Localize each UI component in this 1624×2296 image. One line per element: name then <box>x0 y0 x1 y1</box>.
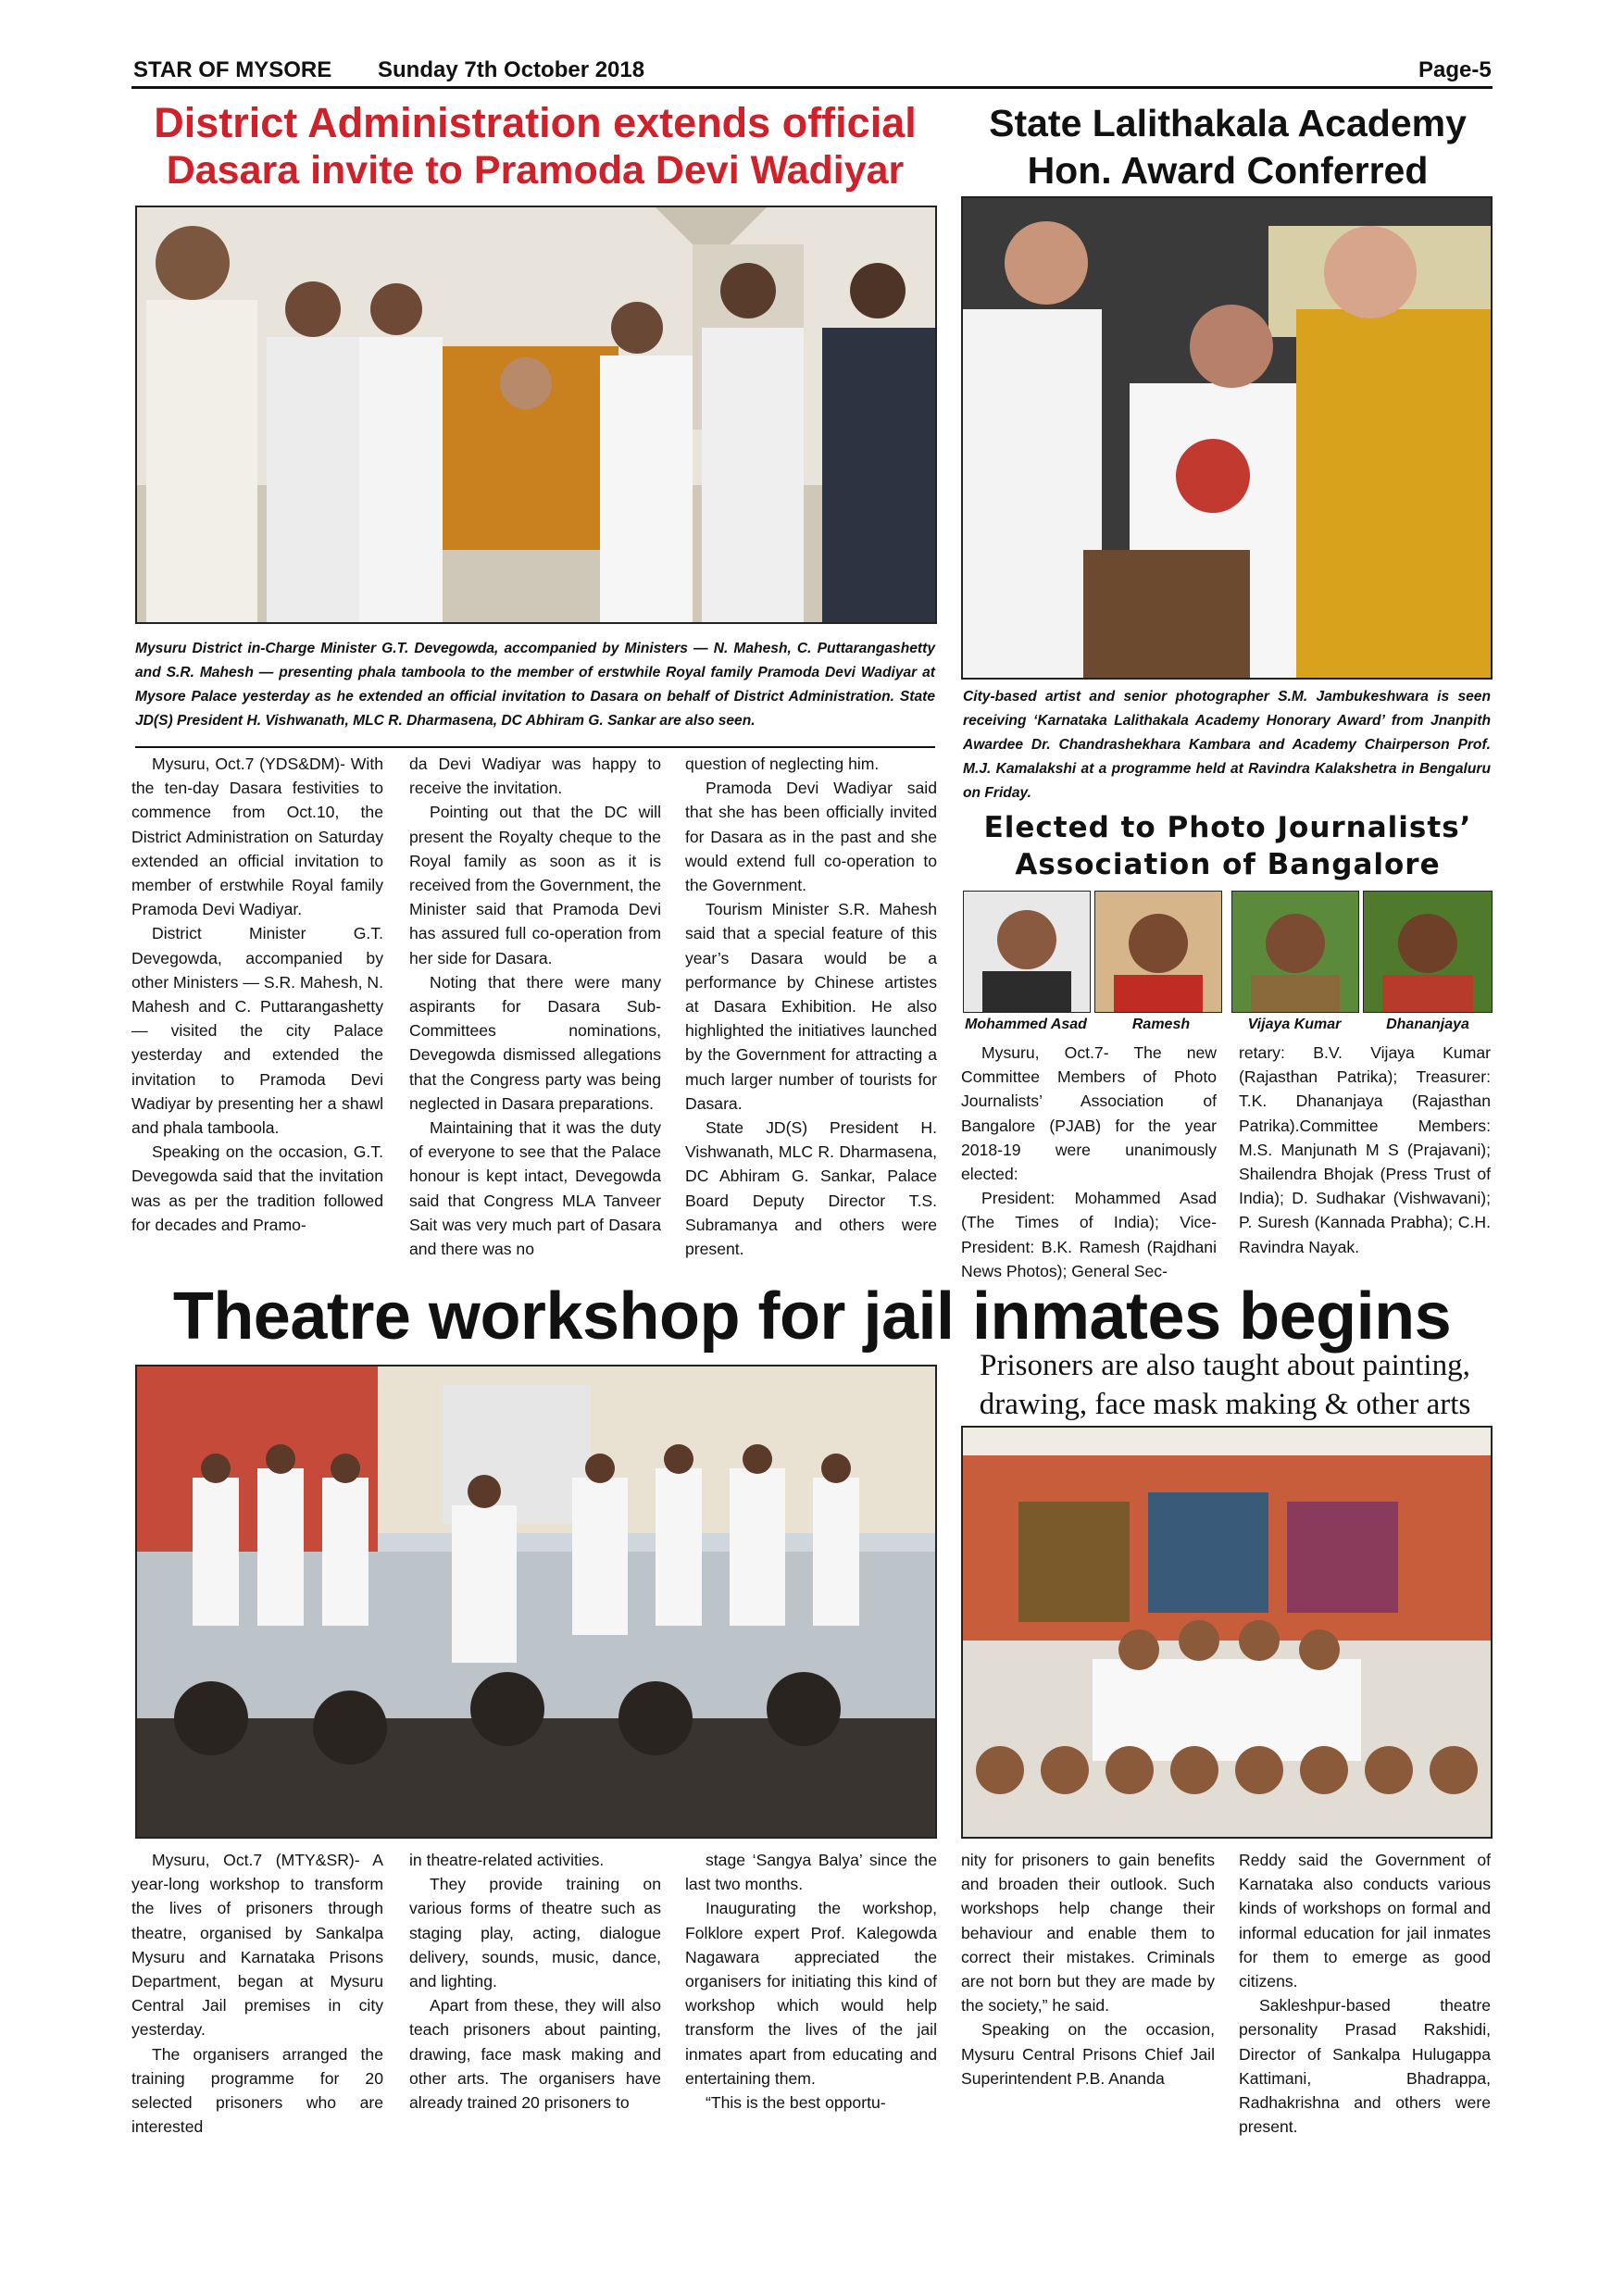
portrait-ramesh <box>1094 891 1222 1013</box>
story2-headline-line1: State Lalithakala Academy <box>989 102 1467 144</box>
story4-col2-para: Apart from these, they will also teach prisoners about painting, drawing, face mask making and other arts. The organisers have already trained 20 prisoners to <box>409 1996 661 2113</box>
story1-caption: Mysuru District in-Charge Minister G.T. Devegowda, accompanied by Ministers — N. Mahesh, C. Puttarangashetty and S.R. Mahesh — presenting phala tamboola to the member of erstwhile Royal family Pramoda Devi Wadiyar at Mysore Palace yesterday as he extended an official invitation to Dasara on behalf of District Administration. State JD(S) President H. Vishwanath, MLC R. Dharmasena, DC Abhiram G. Sankar are also seen. <box>135 641 935 729</box>
story3-column-2 <box>1239 1041 1491 1259</box>
story2-caption: City-based artist and senior photographer S.M. Jambukeshwara is seen receiving ‘Karnataka Lalithakala Academy Honorary Award’ from Jnanpith Awardee Dr. Chandrashekhara Kambara and Academy Chairperson Prof. M.J. Kamalakshi at a programme held at Ravindra Kalakshetra in Bengaluru on Friday. <box>963 689 1491 801</box>
story4-col3-para: “This is the best opportu- <box>706 2093 886 2113</box>
story4-col4-para: Speaking on the occasion, Mysuru Central Prisons Chief Jail Superintendent P.B. Ananda <box>961 2020 1215 2088</box>
story4-subhead-line1: Prisoners are also taught about painting, <box>980 1349 1470 1382</box>
story4-headline: Theatre workshop for jail inmates begins <box>172 1279 1452 1354</box>
portrait-name: Vijaya Kumar <box>1247 1017 1342 1032</box>
story4-col3-para: Inaugurating the workshop, Folklore expert Prof. Kalegowda Nagawara appreciated the organisers for initiating this kind of workshop which would help transform the lives of the jail inmates apart from educating and entertaining them. <box>685 1899 937 2088</box>
story3-col1-para: President: Mohammed Asad (The Times of India); Vice-President: B.K. Ramesh (Rajdhani News Photos); General Sec- <box>961 1189 1217 1280</box>
story2-photo <box>961 196 1493 680</box>
story2-headline <box>959 100 1496 194</box>
issue-date: Sunday 7th October 2018 <box>378 57 645 82</box>
story4-photo-theatre <box>135 1365 937 1839</box>
story4-column-2 <box>409 1848 661 2115</box>
story4-col3-para: stage ‘Sangya Balya’ since the last two months. <box>685 1851 937 1894</box>
story4-column-5 <box>1239 1848 1491 2139</box>
story3-headline-line2: Association of Bangalore <box>1015 848 1441 881</box>
story4-column-4 <box>961 1848 1215 2090</box>
portrait-dhananjaya <box>1363 891 1493 1013</box>
story4-subhead-line2: drawing, face mask making & other arts <box>979 1388 1471 1421</box>
story1-col2-para: Maintaining that it was the duty of everyone to see that the Palace honour is kept intact, Devegowda said that Congress MLA Tanveer Sait was very much part of Dasara and there was no <box>409 1118 661 1259</box>
story1-photo <box>135 206 937 624</box>
story1-headline-line2: Dasara invite to Pramoda Devi Wadiyar <box>166 148 905 193</box>
story1-col3-para: Pramoda Devi Wadiyar said that she has been officially invited for Dasara as in the past and she would extend full co-operation to the Government. <box>685 779 937 895</box>
story3-headline-line1: Elected to Photo Journalists’ <box>983 811 1472 844</box>
portrait-mohammed-asad <box>963 891 1091 1013</box>
story4-column-1 <box>131 1848 383 2139</box>
story1-col2-para: Noting that there were many aspirants for Dasara Sub-Committees nominations, Devegowda dismissed allegations that the Congress party was being neglected in Dasara preparations. <box>409 972 661 1113</box>
story1-col1-para: District Minister G.T. Devegowda, accompanied by other Ministers — S.R. Mahesh, N. Mahesh and C. Puttarangashetty — visited the city Palace yesterday and extended the invitation to Pramoda Devi Wadiyar by presenting her a shawl and phala tamboola. <box>131 924 383 1138</box>
story4-col1-para: Mysuru, Oct.7 (MTY&SR)- A year-long workshop to transform the lives of prisoners through theatre, organised by Sankalpa Mysuru and Karnataka Prisons Department, began at Mysuru Central Jail premises in city yesterday. <box>131 1851 383 2040</box>
story2-headline-line2: Hon. Award Conferred <box>1027 149 1429 192</box>
story1-headline-line1: District Administration extends official <box>154 99 917 146</box>
story4-col4-para: nity for prisoners to gain benefits and broaden their outlook. Such workshops help change their behaviour and enable them to correct their mistakes. Criminals are not born but they are made by the society,” he said. <box>961 1851 1215 2015</box>
story1-column-3 <box>685 752 937 1261</box>
story1-col1-para: Mysuru, Oct.7 (YDS&DM)- With the ten-day Dasara festivities to commence from Oct.10, the District Administration on Saturday extended an official invitation to member of erstwhile Royal family Pramoda Devi Wadiyar. <box>131 755 383 919</box>
story1-col2-para: da Devi Wadiyar was happy to receive the invitation. <box>409 755 661 798</box>
story4-col5-para: Reddy said the Government of Karnataka also conducts various kinds of workshops on formal and informal education for jail inmates for them to emerge as good citizens. <box>1239 1851 1491 1991</box>
story1-column-1 <box>131 752 383 1237</box>
story1-col2-para: Pointing out that the DC will present the Royalty cheque to the Royal family as soon as it is received from the Government, the Minister said that Pramoda Devi has assured full co-operation from her side for Dasara. <box>409 803 661 967</box>
story3-col1-para: Mysuru, Oct.7- The new Committee Members of Photo Journalists’ Association of Bangalore (PJAB) for the year 2018-19 were unanimously elected: <box>961 1043 1217 1184</box>
story1-col1-para: Speaking on the occasion, G.T. Devegowda said that the invitation was as per the tradition followed for decades and Pramo- <box>131 1142 383 1234</box>
portrait-name: Dhananjaya <box>1386 1017 1469 1032</box>
story1-col3-para: State JD(S) President H. Vishwanath, MLC R. Dharmasena, DC Abhiram G. Sankar, Palace Board Deputy Director T.S. Subramanya and others were present. <box>685 1118 937 1259</box>
story4-col2-para: in theatre-related activities. <box>409 1851 605 1869</box>
masthead-rule <box>131 86 1493 89</box>
story3-col2-para: retary: B.V. Vijaya Kumar (Rajasthan Patrika); Treasurer: T.K. Dhananjaya (Rajasthan Patrika).Committee Members: M.S. Manjunath M S (Prajavani); Shailendra Bhojak (Press Trust of India); D. Sudhakar (Vishwavani); P. Suresh (Kannada Prabha); C.H. Ravindra Nayak. <box>1239 1043 1491 1256</box>
paper-name: STAR OF MYSORE <box>133 57 332 82</box>
portrait-name: Mohammed Asad <box>965 1017 1087 1032</box>
page-number: Page-5 <box>1418 57 1492 82</box>
story3-headline <box>959 809 1496 883</box>
story4-column-3 <box>685 1848 937 2115</box>
story4-col1-para: The organisers arranged the training programme for 20 selected prisoners who are interested <box>131 2044 383 2137</box>
story1-col3-para: Tourism Minister S.R. Mahesh said that a special feature of this year’s Dasara would be a performance by Chinese artistes at Dasara Exhibition. He also highlighted the initiatives launched by the Government for attracting a much larger number of tourists for Dasara. <box>685 900 937 1113</box>
portrait-vijaya-kumar <box>1231 891 1359 1013</box>
story1-column-2 <box>409 752 661 1261</box>
story4-subhead <box>954 1346 1496 1424</box>
story1-col3-para: question of neglecting him. <box>685 755 880 773</box>
story1-caption-rule <box>135 746 935 748</box>
story4-col5-para: Sakleshpur-based theatre personality Prasad Rakshidi, Director of Sankalpa Hulugappa Kattimani, Bhadrappa, Radhakrishna and others were present. <box>1239 1996 1491 2137</box>
portrait-name: Ramesh <box>1131 1017 1191 1032</box>
story1-headline <box>128 100 943 194</box>
story4-photo-masks <box>961 1426 1493 1839</box>
story4-col2-para: They provide training on various forms of theatre such as staging play, acting, dialogue delivery, sounds, music, dance, and lighting. <box>409 1875 661 1991</box>
story3-column-1 <box>961 1041 1217 1283</box>
